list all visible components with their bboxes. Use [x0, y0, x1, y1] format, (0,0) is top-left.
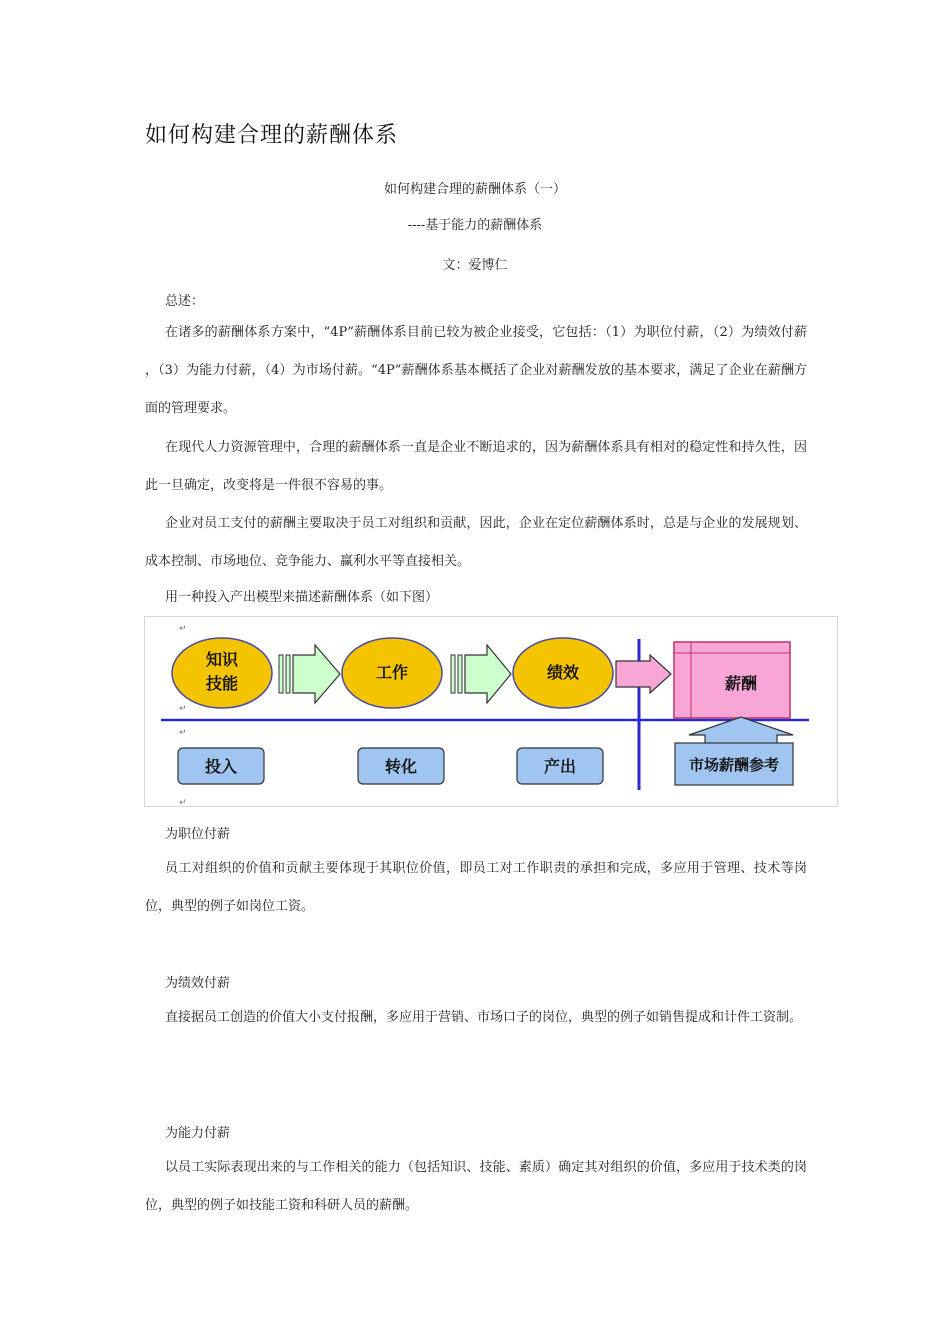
paragraph-3	[145, 505, 807, 581]
ellipse1-line1: 知识	[205, 650, 239, 669]
pink-arrow-icon	[616, 655, 671, 693]
section3-text: 以员工实际表现出来的与工作相关的能力（包括知识、技能、素质）确定其对组织的价值，多应用于技术类的岗位，典型的例子如技能工资和科研人员的薪酬。	[145, 1160, 807, 1213]
document-subtitle: 如何构建合理的薪酬体系（一）	[383, 182, 566, 197]
section1-label: 为职位付薪	[165, 827, 231, 842]
document-subsubtitle: ----基于能力的薪酬体系	[407, 218, 543, 233]
document-title: 如何构建合理的薪酬体系	[145, 123, 399, 148]
paragraph-3-text: 企业对员工支付的薪酬主要取决于员工对组织和贡献，因此，企业在定位薪酬体系时，总是与企业的发展规划、成本控制、市场地位、竞争能力、赢利水平等直接相关。	[145, 516, 807, 569]
ellipse1-line2: 技能	[205, 674, 239, 693]
section3-paragraph	[145, 1149, 807, 1225]
paragraph-2	[145, 429, 807, 505]
paragraph-mark: ↵	[179, 704, 187, 714]
summary-label: 总述：	[165, 294, 205, 309]
document-author: 文：爱博仁	[442, 258, 508, 273]
paragraph-mark: ↵	[179, 624, 187, 634]
paragraph-mark: ↵	[179, 798, 187, 806]
arrow-right-icon	[451, 645, 511, 703]
output-box-label: 产出	[543, 757, 577, 776]
section1-text: 员工对组织的价值和贡献主要体现于其职位价值，即员工对工作职责的承担和完成，多应用于管理、技术等岗位，典型的例子如岗位工资。	[145, 861, 807, 914]
paragraph-2-text: 在现代人力资源管理中，合理的薪酬体系一直是企业不断追求的，因为薪酬体系具有相对的稳定性和持久性，因此一旦确定，改变将是一件很不容易的事。	[145, 440, 807, 493]
section2-paragraph	[145, 999, 807, 1037]
arrow-right-icon	[279, 645, 340, 703]
diagram-svg	[145, 617, 837, 806]
input-box-label: 投入	[204, 757, 238, 776]
section2-label: 为绩效付薪	[165, 976, 231, 991]
input-output-diagram	[144, 616, 838, 807]
paragraph-4: 用一种投入产出模型来描述薪酬体系（如下图）	[165, 590, 439, 605]
ellipse3-label: 绩效	[546, 663, 580, 682]
knowledge-skill-ellipse	[172, 638, 272, 708]
section3-label: 为能力付薪	[165, 1126, 231, 1141]
paragraph-1-text: 在诸多的薪酬体系方案中，“4P”薪酬体系目前已较为被企业接受，它包括：（1）为职位付薪，（2）为绩效付薪 ，（3）为能力付薪，（4）为市场付薪。“4P”薪酬体系基本概括了企业对薪酬发放的基本要求，满足了企业在薪酬方面的管理要求。	[145, 325, 807, 416]
transform-box-label: 转化	[384, 757, 418, 776]
market-box-label: 市场薪酬参考	[688, 756, 780, 774]
salary-box-label: 薪酬	[724, 674, 758, 693]
section1-paragraph	[145, 850, 807, 926]
paragraph-mark: ↵	[179, 728, 187, 738]
ellipse2-label: 工作	[375, 663, 409, 682]
paragraph-1	[145, 314, 807, 428]
section2-text: 直接据员工创造的价值大小支付报酬，多应用于营销、市场口子的岗位，典型的例子如销售提成和计件工资制。	[165, 1010, 803, 1025]
